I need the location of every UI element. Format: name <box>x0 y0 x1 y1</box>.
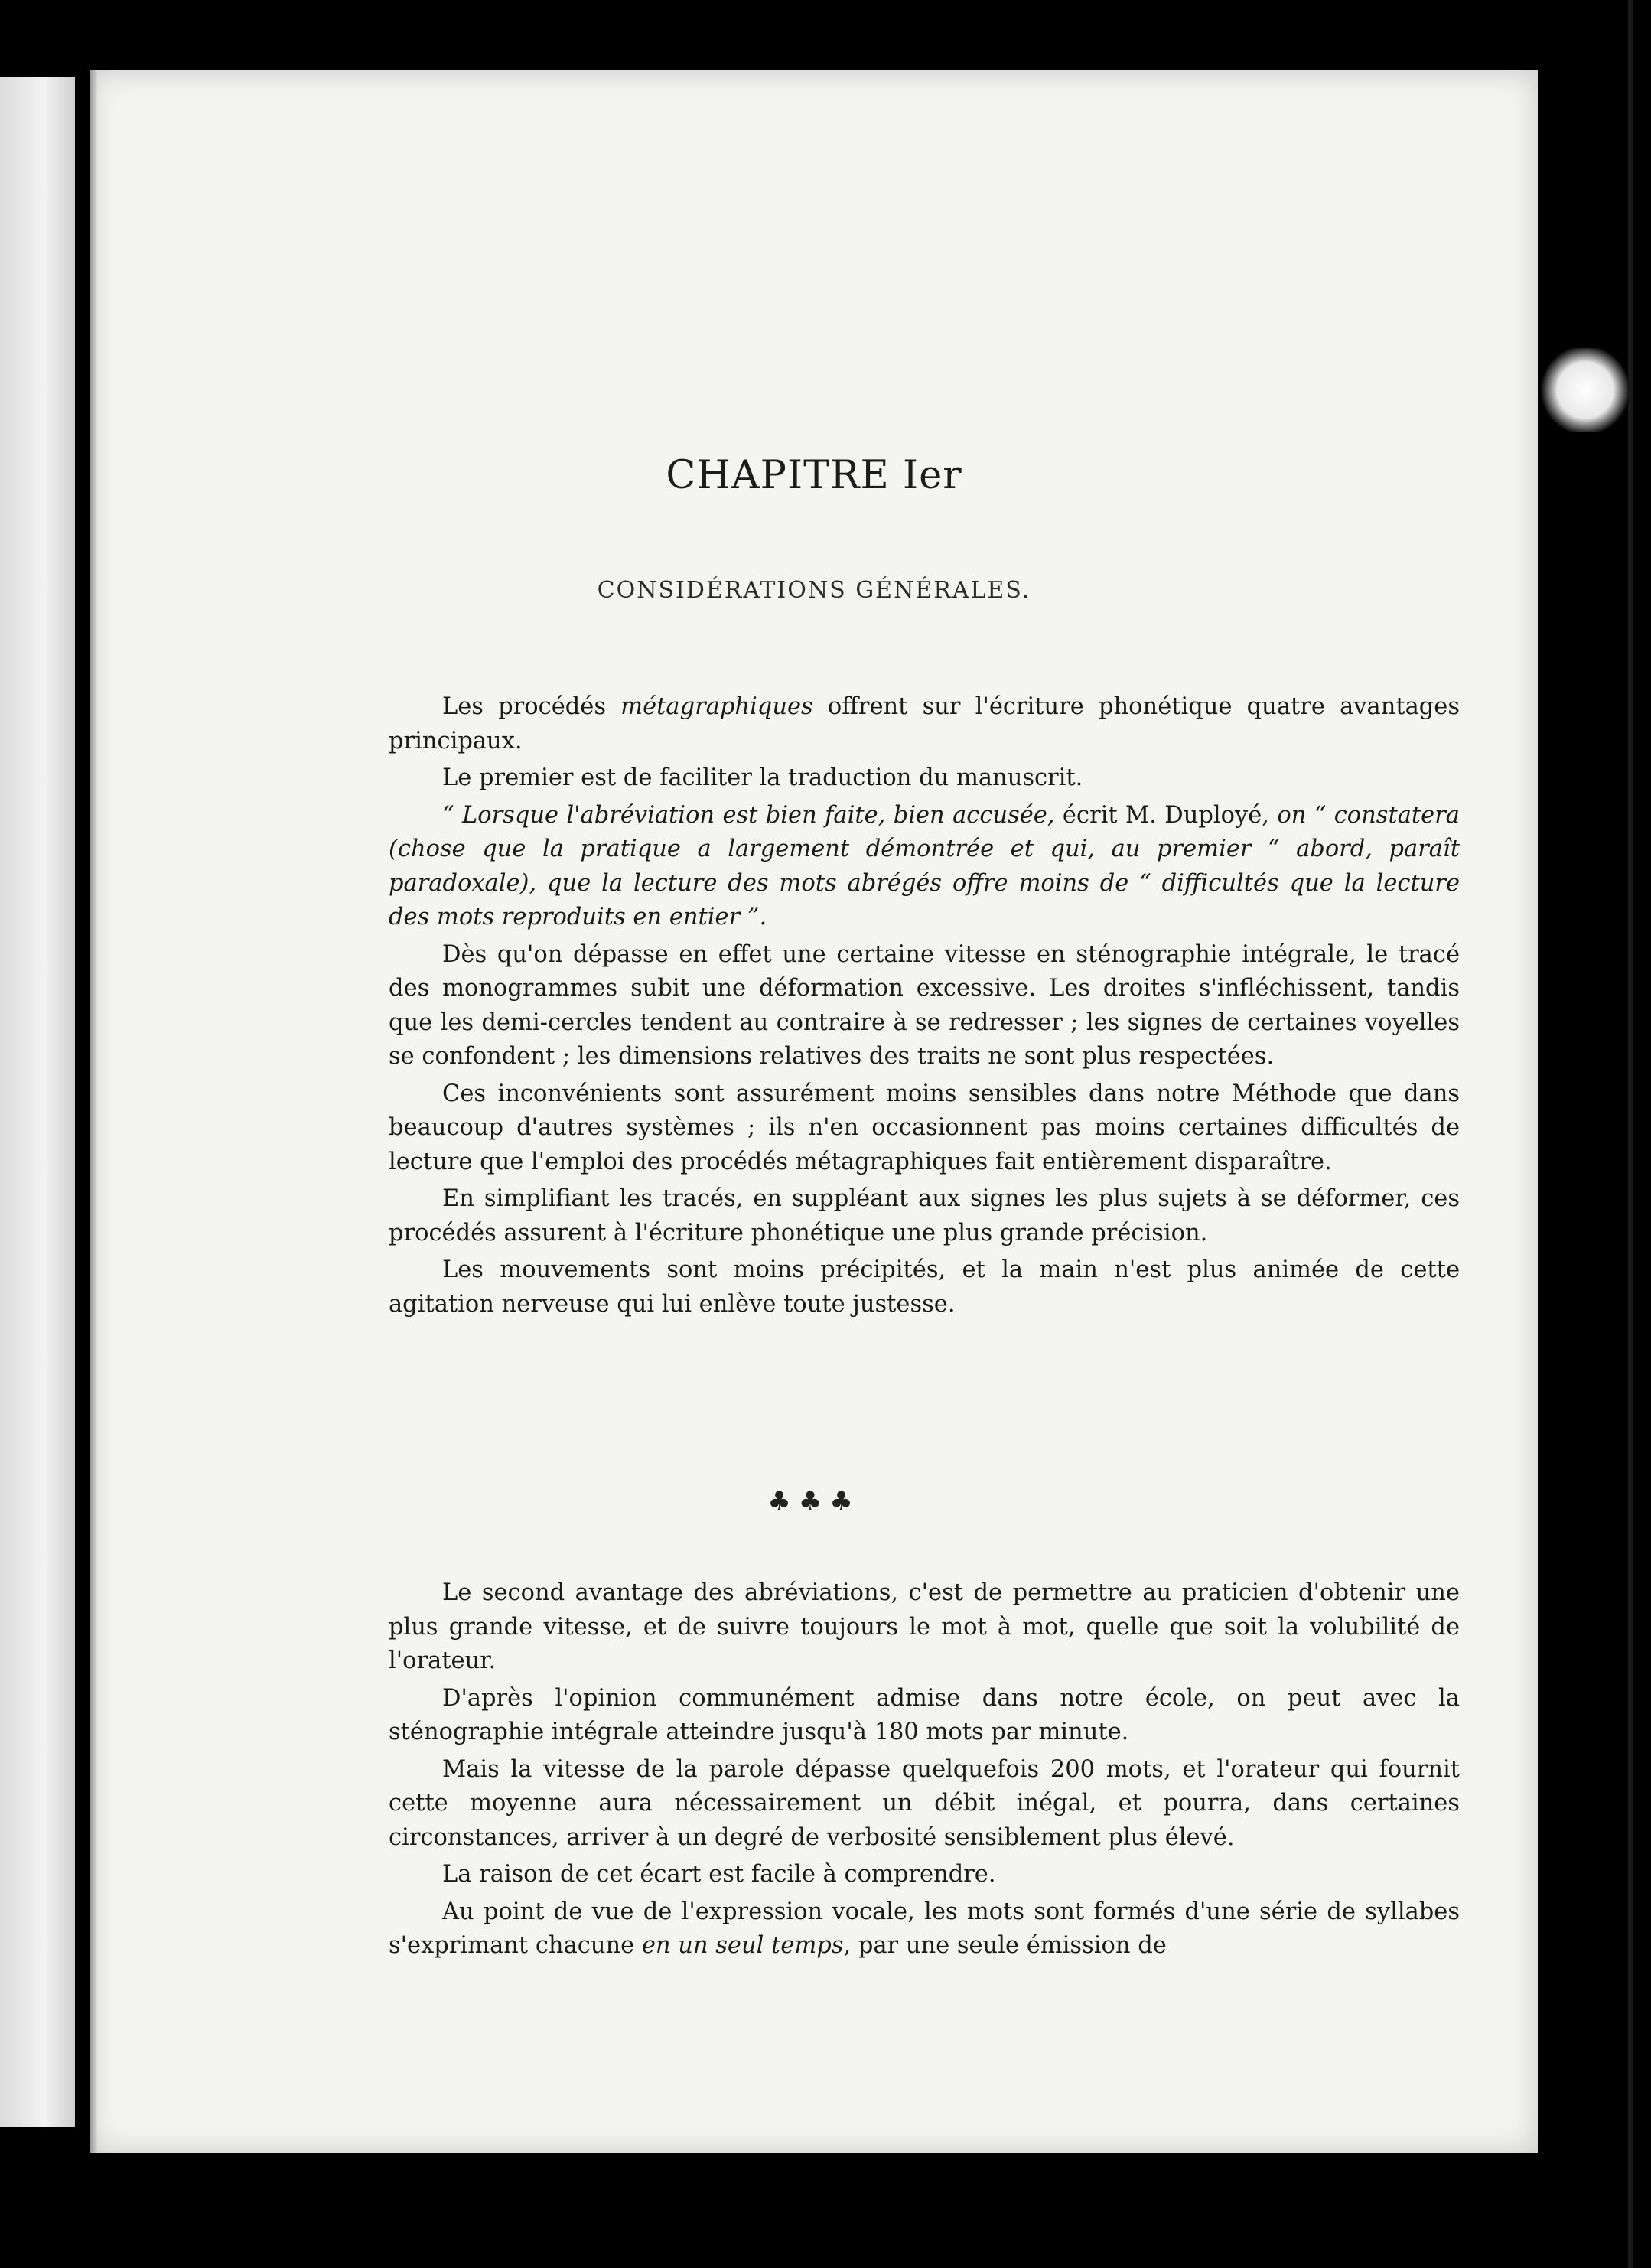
italic-phrase: en un seul temps <box>641 1932 844 1959</box>
chapter-title: CHAPITRE Ier <box>666 453 962 498</box>
paragraph: Dès qu'on dépasse en effet une certaine vitesse en sténographie intégrale, le tracé des monogrammes subit une déformation excessive. Les droites s'infléchissent, tandis que les demi-cercles tendent au contraire à se redresser ; les signes de certaines voyelles se confondent ; les dimensions relatives des traits ne sont plus respectées. <box>389 940 1460 1070</box>
paragraph: Le second avantage des abréviations, c'est de permettre au praticien d'obtenir une plus grande vitesse, et de suivre toujours le mot à mot, quelle que soit la volubilité de l'orateur. <box>389 1579 1460 1674</box>
quote-text: “ Lorsque l'abréviation est bien faite, bien accusée, <box>442 801 1055 829</box>
paragraph: Ces inconvénients sont assurément moins sensibles dans notre Méthode que dans beaucoup d'autres systèmes ; ils n'en occasionnent pas moins certaines difficultés de lecture que l'emploi des procédés métagraphiques fait entièrement disparaître. <box>389 1080 1460 1175</box>
text-run: Les procédés <box>442 693 621 720</box>
quote-attribution: écrit M. Duployé, <box>1054 801 1278 829</box>
text-block-part-1 <box>389 690 1460 1325</box>
paragraph: La raison de cet écart est facile à comprendre. <box>442 1861 996 1888</box>
section-ornament: ♣♣♣ <box>767 1486 861 1517</box>
paragraph <box>389 690 1460 758</box>
text-block-part-2 <box>389 1576 1460 1967</box>
quote-text: on “ constatera (chose que la pratique a largement démontrée et qui, au premier “ abord, paraît paradoxale), que la lecture des mots abrégés offre moins de “ difficultés que la lecture des mots reproduits en entier ”. <box>389 801 1460 930</box>
book-page <box>90 70 1538 2153</box>
book-spine <box>75 69 92 2150</box>
quotation-paragraph <box>389 799 1460 935</box>
paragraph: D'après l'opinion communément admise dans notre école, on peut avec la sténographie intégrale atteindre jusqu'à 180 mots par minute. <box>389 1684 1460 1745</box>
scan-border <box>1628 0 1633 2268</box>
scan-artifact <box>1539 348 1631 432</box>
text-run: offrent sur l'écriture phonétique quatre avantages principaux. <box>389 693 1460 754</box>
previous-page-edge <box>0 77 75 2127</box>
paragraph: Le premier est de faciliter la traduction du manuscrit. <box>442 764 1083 791</box>
paragraph: En simplifiant les tracés, en suppléant aux signes les plus sujets à se déformer, ces procédés assurent à l'écriture phonétique une plus grande précision. <box>389 1185 1460 1246</box>
italic-term: métagraphiques <box>620 693 813 720</box>
paragraph <box>389 1895 1460 1963</box>
text-run: , par une seule émission de <box>843 1932 1167 1959</box>
text-run: Au point de vue de l'expression vocale, les mots sont formés d'une série de syllabes s'exprimant chacune <box>389 1898 1460 1959</box>
paragraph: Mais la vitesse de la parole dépasse quelquefois 200 mots, et l'orateur qui fournit cette moyenne aura nécessairement un débit inégal, et pourra, dans certaines circonstances, arriver à un degré de verbosité sensiblement plus élevé. <box>389 1755 1460 1851</box>
section-title: CONSIDÉRATIONS GÉNÉRALES. <box>597 577 1031 604</box>
paragraph: Les mouvements sont moins précipités, et la main n'est plus animée de cette agitation nerveuse qui lui enlève toute justesse. <box>389 1256 1460 1318</box>
